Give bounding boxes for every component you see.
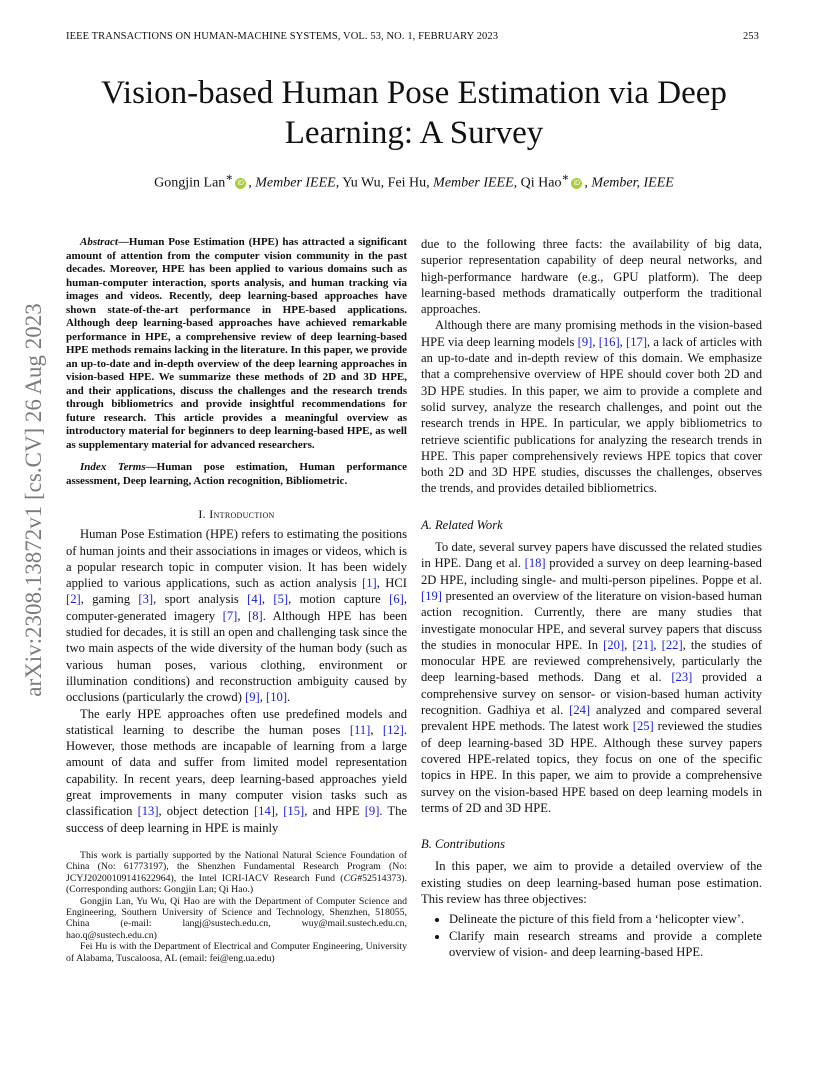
abstract-text: —Human Pose Estimation (HPE) has attracted a significant amount of attention from the computer vision community in the past decades. Moreover, HPE has been applied to various domains such as human-computer interaction, sports analysis, and human tracking via images and videos. Recently, deep learning-based approaches have shown state-of-the-art performance in HPE-based applications. Although deep learning-based approaches have achieved remarkable performance in HPE, a comprehensive review of deep learning-based HPE methods remains lacking in the literature. In this paper, we provide an up-to-date and in-depth overview of the deep learning approaches in vision-based HPE. We summarize these methods of 2D and 3D HPE, and their applications, discuss the challenges and the research trends through bibliometrics and provide insightful recommendations for future research. This article provides a meaningful overview as introductory material for beginners to deep learning-based HPE, as well as supplementary material for advanced researchers. bbox=[66, 236, 407, 451]
intro-paragraph-1: Human Pose Estimation (HPE) refers to estimating the positions of human joints and their associations in images or videos, which is a popular research topic in computer vision. It has been widely applied to various applications, such as action analysis [1], HCI [2], gaming [3], sport analysis [4], [5], motion capture [6], computer-generated imagery [7], [8]. Although HPE has been studied for decades, it is still an open and challenging task since the two main aspects of the wide diversity of the human body (such as various human poses, various clothing, environment or illumination conditions) and reconstruction ambiguity caused by occlusions (particularly the crowd) [9], [10]. bbox=[66, 527, 407, 705]
citation-link[interactable]: [8] bbox=[248, 608, 263, 623]
citation-link[interactable]: [5] bbox=[273, 592, 289, 607]
footnotes bbox=[66, 850, 407, 964]
left-column bbox=[66, 236, 407, 964]
citation-link[interactable]: [6] bbox=[389, 592, 404, 607]
author-membership: , Member IEEE bbox=[248, 175, 336, 191]
citation-link[interactable]: [14] bbox=[253, 804, 275, 819]
citation-link[interactable]: [11] bbox=[349, 722, 371, 737]
citation-link[interactable]: [13] bbox=[137, 804, 159, 819]
intro-paragraph-3: due to the following three facts: the availability of big data, superior representation capability of deep neural networks, and high-performance hardware (e.g., GPU platform). The deep learning-based methods dramatically outperform the traditional approaches. bbox=[421, 237, 762, 317]
footnote-affiliation-1: Gongjin Lan, Yu Wu, Qi Hao are with the Department of Computer Science and Engineering, Southern University of Science and Technology, Shenzhen, 518055, China (e-mail: langj@sustech.edu.cn, wuy@mail.sustech.edu.cn, hao.q@sustech.edu.cn) bbox=[66, 895, 407, 941]
citation-link[interactable]: [18] bbox=[524, 556, 546, 571]
index-terms bbox=[66, 461, 407, 488]
citation-link[interactable]: [9] bbox=[364, 804, 380, 819]
contributions-paragraph: In this paper, we aim to provide a detailed overview of the existing studies on deep learning-based human pose estimation. This review has three objectives: bbox=[421, 859, 762, 906]
page-number: 253 bbox=[742, 31, 759, 42]
citation-link[interactable]: [24] bbox=[569, 703, 591, 718]
author-name: , Qi Hao bbox=[513, 175, 562, 191]
journal-info: IEEE TRANSACTIONS ON HUMAN-MACHINE SYSTEMS, VOL. 53, NO. 1, FEBRUARY 2023 bbox=[66, 31, 499, 42]
citation-link[interactable]: [16] bbox=[598, 334, 620, 349]
author-name: Gongjin Lan bbox=[154, 175, 226, 191]
intro-paragraph-2: The early HPE approaches often use predefined models and statistical learning to describe the human poses [11], [12]. However, those methods are incapable of learning from a large amount of data and suffer from limited model representation capability. In recent years, deep learning-based approaches yield great improvements in many computer vision tasks such as classification [13], object detection [14], [15], and HPE [9]. The success of deep learning in HPE is mainly bbox=[66, 706, 408, 835]
subsection-heading-contributions: B. Contributions bbox=[421, 837, 505, 852]
related-work-paragraph: To date, several survey papers have discussed the related studies in HPE. Dang et al. [18] provided a survey on deep learning-based 2D HPE, including single- and multi-person pipelines. Poppe et al. [19] presented an overview of the literature on vision-based human action recognition. Currently, there are many studies that investigate monocular HPE, and several survey papers that discuss the studies in monocular HPE. In [20], [21], [22], the studies of monocular HPE are reviewed comprehensively, particularly the deep learning-based methods. Dang et al. [23] provided a comprehensive survey on sensor- or vision-based human activity recognition. Gadhiya et al. [24] analyzed and compared several prevalent HPE methods. The latest work [25] reviewed the studies of deep learning-based 3D HPE. Although these survey papers covered HPE-related topics, they focus on one of the specific topics in HPE. In this paper, we aim to provide a comprehensive survey on the vision-based HPE based on deep learning models in terms of 2D and 3D HPE. bbox=[421, 540, 763, 815]
abstract-label: Abstract bbox=[80, 236, 118, 248]
citation-link[interactable]: [9] bbox=[245, 690, 260, 705]
subsection-heading-related-work: A. Related Work bbox=[421, 517, 503, 532]
author-names: , Yu Wu, Fei Hu, bbox=[335, 175, 434, 191]
citation-link[interactable]: [9] bbox=[577, 334, 593, 349]
list-item: • Clarify main research streams and provide a complete overview of vision- and deep learning-based HPE. bbox=[449, 928, 762, 961]
citation-link[interactable]: [25] bbox=[632, 719, 654, 734]
citation-link[interactable]: [20] bbox=[603, 637, 625, 652]
citation-link[interactable]: [23] bbox=[671, 670, 693, 685]
citation-link[interactable]: [21] bbox=[632, 637, 654, 652]
arxiv-identifier: arXiv:2308.13872v1 [cs.CV] 26 Aug 2023 bbox=[21, 303, 46, 697]
running-header bbox=[66, 31, 759, 42]
title-line-2: Learning: A Survey bbox=[284, 115, 544, 151]
abstract bbox=[66, 236, 407, 452]
right-column bbox=[421, 236, 762, 960]
contributions-list bbox=[421, 911, 762, 960]
author-membership: , Member, IEEE bbox=[584, 175, 674, 191]
citation-link[interactable]: [1] bbox=[362, 576, 377, 591]
index-terms-label: Index Terms bbox=[80, 461, 146, 473]
author-list bbox=[66, 170, 762, 192]
orcid-icon[interactable]: iD bbox=[571, 178, 582, 189]
footnote-funding: This work is partially supported by the National Natural Science Foundation of China (No: 61773197), the Shenzhen Fundamental Research Program (No: JCYJ20200109141622964), the Intel ICRI-IACV Research Fund (CG#52514373). (Corresponding authors: Gongjin Lan; Qi Hao.) bbox=[66, 849, 407, 896]
index-terms-text: —Human pose estimation, Human performance assessment, Deep learning, Action recognition, Bibliometric. bbox=[66, 461, 407, 487]
corresponding-mark: ∗ bbox=[225, 171, 234, 184]
citation-link[interactable]: [12] bbox=[382, 722, 404, 737]
citation-link[interactable]: [2] bbox=[66, 592, 81, 607]
corresponding-mark: ∗ bbox=[561, 171, 570, 184]
citation-link[interactable]: [15] bbox=[283, 804, 305, 819]
section-heading-introduction: I. Introduction bbox=[198, 507, 275, 521]
author-membership: Member IEEE bbox=[433, 175, 514, 191]
citation-link[interactable]: [22] bbox=[661, 637, 683, 652]
list-item: • Delineate the picture of this field from a ‘helicopter view’. bbox=[449, 911, 762, 927]
title-line-1: Vision-based Human Pose Estimation via Deep bbox=[101, 75, 727, 111]
citation-link[interactable]: [4] bbox=[247, 592, 262, 607]
footnote-affiliation-2: Fei Hu is with the Department of Electrical and Computer Engineering, University of Alabama, Tuscaloosa, AL (email: fei@eng.ua.edu) bbox=[66, 941, 407, 964]
intro-paragraph-4: Although there are many promising methods in the vision-based HPE via deep learning models [9], [16], [17], a lack of articles with an up-to-date and in-depth review of this domain. We emphasize that a comprehensive overview of HPE should cover both 2D and 3D HPE studies. In this paper, we aim to provide a complete and solid survey, analyze the research challenges, and point out the research trends in HPE. In particular, we apply bibliometrics to retrieve scientific publications for analyzing the research trends in HPE. This paper comprehensively reviews HPE topics that cover both 2D and 3D HPE studies, discusses the challenges, observes the trends, and provides detailed bibliometrics. bbox=[421, 318, 763, 496]
citation-link[interactable]: [10] bbox=[266, 690, 288, 705]
citation-link[interactable]: [7] bbox=[222, 608, 238, 623]
orcid-icon[interactable]: iD bbox=[235, 178, 246, 189]
paper-title bbox=[66, 73, 762, 153]
citation-link[interactable]: [19] bbox=[421, 588, 442, 603]
citation-link[interactable]: [3] bbox=[138, 592, 154, 607]
citation-link[interactable]: [17] bbox=[626, 334, 648, 349]
